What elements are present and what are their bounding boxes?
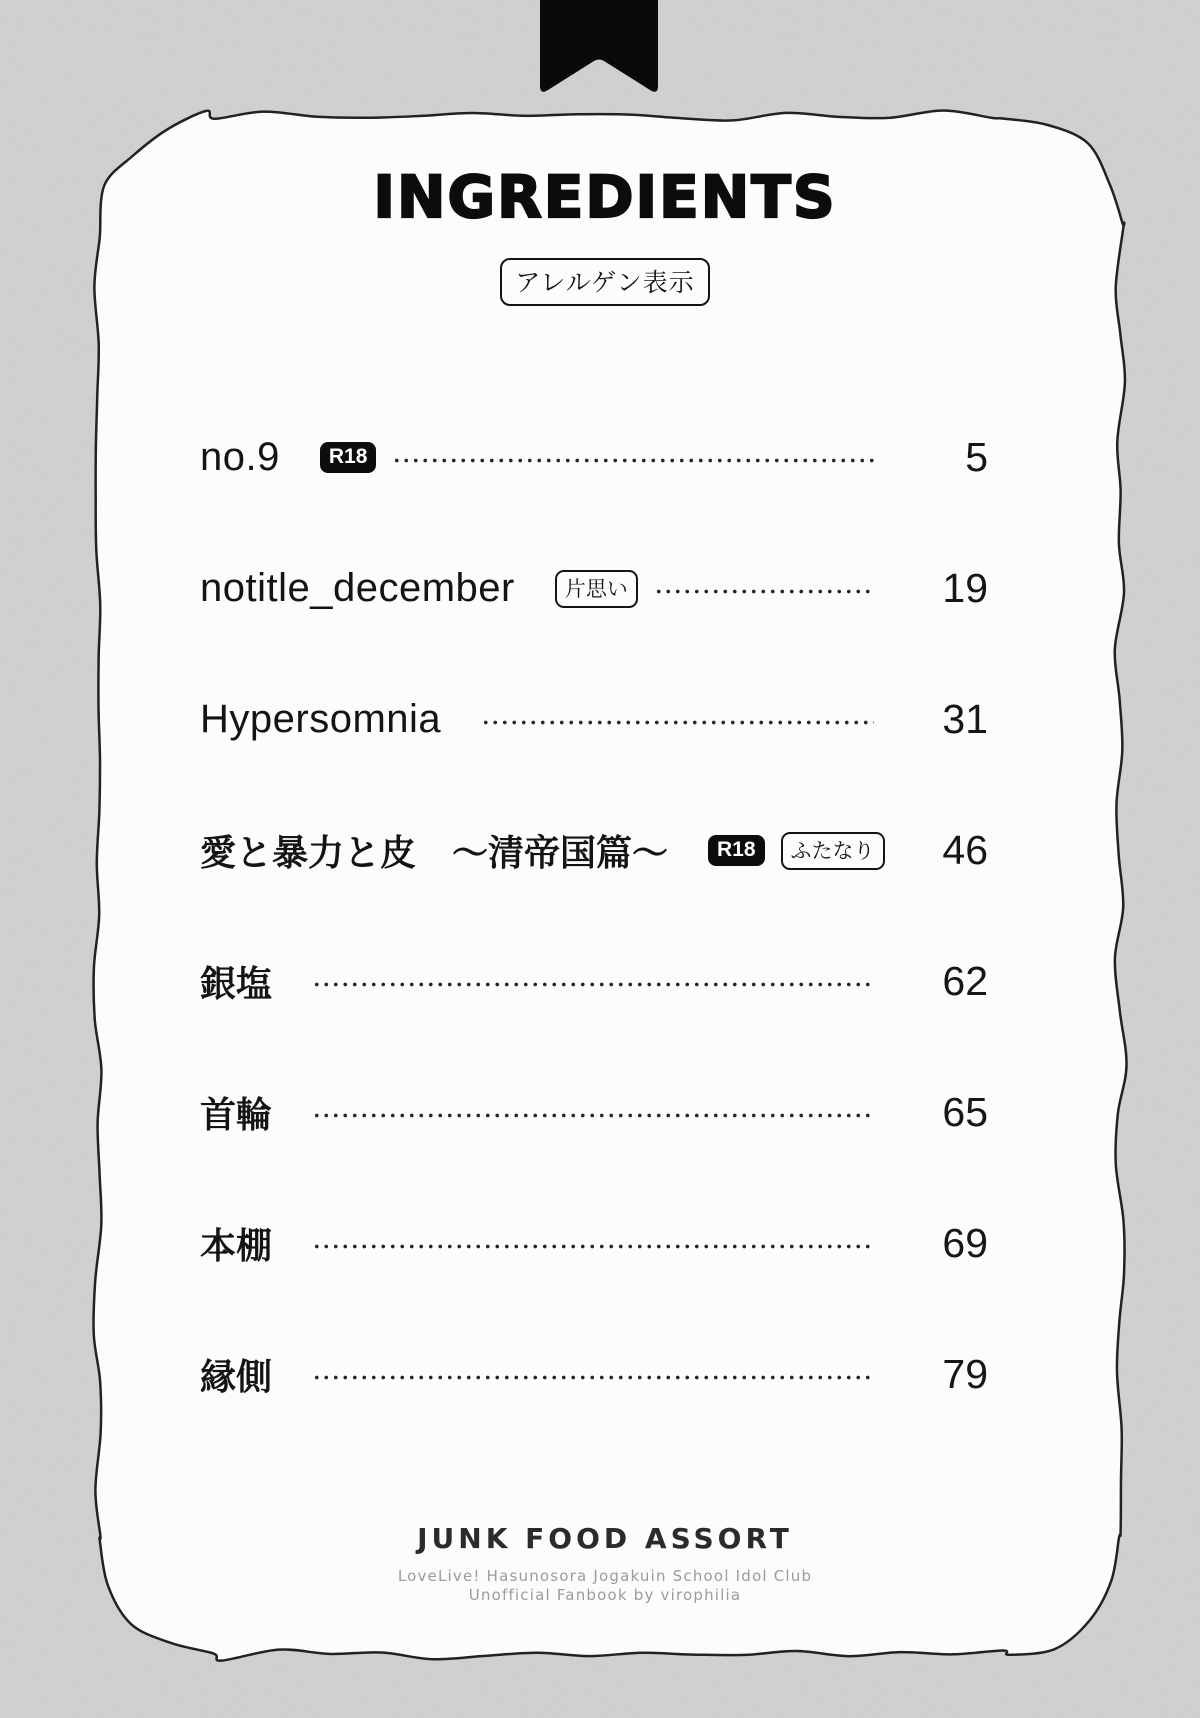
toc-entry xyxy=(200,1309,988,1440)
toc-entry-title: 縁側 xyxy=(200,1357,273,1398)
toc-entry-title: no.9 xyxy=(200,435,280,479)
dotted-leader xyxy=(312,1244,874,1249)
r18-badge: R18 xyxy=(320,442,377,473)
toc-entry-page: 69 xyxy=(942,1220,988,1266)
toc-entry-page: 31 xyxy=(942,696,988,742)
dotted-leader xyxy=(312,1375,874,1380)
allergen-label-badge: アレルゲン表示 xyxy=(500,258,709,306)
toc-entry xyxy=(200,1178,988,1309)
dotted-leader xyxy=(481,720,874,725)
dotted-leader xyxy=(312,982,874,987)
toc-entry xyxy=(200,1047,988,1178)
footer-subtitle-2: Unofficial Fanbook by virophilia xyxy=(468,1586,742,1604)
toc-entry xyxy=(200,916,988,1047)
table-of-contents xyxy=(200,392,988,1440)
toc-entry-page: 5 xyxy=(965,434,988,480)
footer xyxy=(100,1522,1110,1605)
toc-entry-page: 46 xyxy=(942,827,988,873)
toc-entry xyxy=(200,654,988,785)
toc-entry-page: 62 xyxy=(942,958,988,1004)
toc-entry-title: 愛と暴力と皮 ～清帝国篇～ xyxy=(200,833,669,874)
toc-entry-title: Hypersomnia xyxy=(200,697,442,741)
footer-title: JUNK FOOD ASSORT xyxy=(417,1522,793,1555)
footer-subtitle-1: LoveLive! Hasunosora Jogakuin School Idol Club xyxy=(397,1567,813,1585)
dotted-leader xyxy=(654,589,874,594)
page-title: INGREDIENTS xyxy=(373,163,837,231)
r18-badge: R18 xyxy=(708,835,765,866)
toc-entry-title: 本棚 xyxy=(200,1226,273,1267)
toc-entry-title: notitle_december xyxy=(200,566,515,610)
toc-entry xyxy=(200,785,988,916)
dotted-leader xyxy=(312,1113,874,1118)
toc-entry-page: 65 xyxy=(942,1089,988,1135)
subtitle-row xyxy=(100,258,1110,306)
dotted-leader xyxy=(392,458,874,463)
tag-badge: 片思い xyxy=(555,570,638,608)
toc-entry-title: 首輪 xyxy=(200,1095,273,1136)
toc-entry-page: 79 xyxy=(942,1351,988,1397)
toc-entry xyxy=(200,392,988,523)
toc-entry-page: 19 xyxy=(942,565,988,611)
toc-entry xyxy=(200,523,988,654)
toc-entry-title: 銀塩 xyxy=(200,964,273,1005)
tag-badge: ふたなり xyxy=(781,832,885,870)
